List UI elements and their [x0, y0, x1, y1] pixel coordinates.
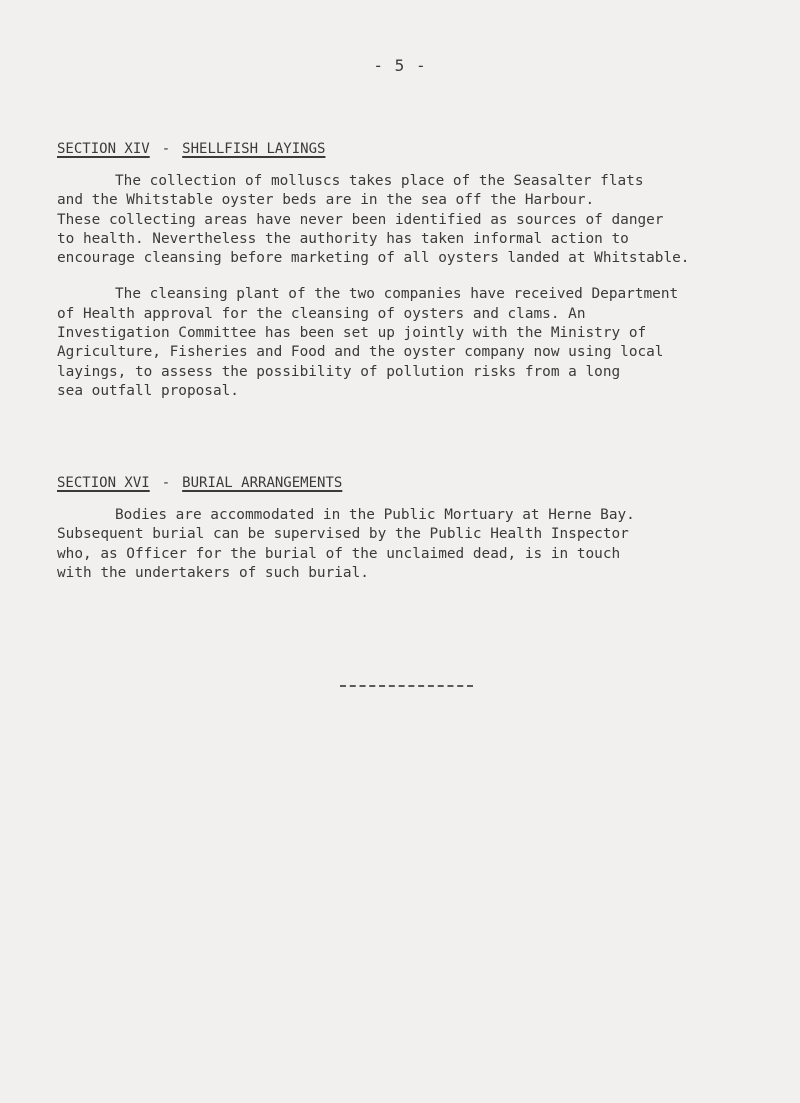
end-of-text-rule — [340, 685, 473, 687]
section-shellfish-layings — [57, 140, 772, 418]
paragraph — [57, 172, 772, 268]
text-line: with the undertakers of such burial. — [57, 564, 369, 581]
section-title: BURIAL ARRANGEMENTS — [182, 475, 343, 491]
text-line: Investigation Committee has been set up jointly with the Ministry of — [57, 325, 647, 342]
text-line: who, as Officer for the burial of the unclaimed dead, is in touch — [57, 545, 621, 562]
text-line: layings, to assess the possibility of pollution risks from a long — [57, 363, 621, 380]
text-line: Agriculture, Fisheries and Food and the oyster company now using local — [57, 344, 664, 361]
section-number: SECTION XIV — [57, 141, 150, 157]
text-line: sea outfall proposal. — [57, 382, 239, 399]
text-line: The collection of molluscs takes place of the Seasalter flats — [115, 173, 644, 189]
text-line: Bodies are accommodated in the Public Mortuary at Herne Bay. — [115, 507, 635, 523]
text-line: encourage cleansing before marketing of all oysters landed at Whitstable. — [57, 250, 690, 267]
heading-dash: - — [161, 141, 171, 157]
section-burial-arrangements — [57, 474, 772, 600]
paragraph — [57, 506, 772, 583]
paragraph — [57, 285, 772, 401]
page-number: - 5 - — [373, 56, 427, 75]
heading-dash: - — [161, 475, 171, 491]
text-line: The cleansing plant of the two companies have received Department — [115, 286, 679, 303]
text-line: and the Whitstable oyster beds are in the sea off the Harbour. — [57, 192, 595, 209]
section-number: SECTION XVI — [57, 475, 150, 491]
text-line: Subsequent burial can be supervised by the Public Health Inspector — [57, 526, 629, 543]
section-heading — [57, 474, 772, 492]
text-line: to health. Nevertheless the authority has taken informal action to — [57, 230, 629, 247]
text-line: These collecting areas have never been identified as sources of danger — [57, 211, 664, 228]
section-heading — [57, 140, 772, 158]
section-title: SHELLFISH LAYINGS — [182, 141, 326, 157]
text-line: of Health approval for the cleansing of oysters and clams. An — [57, 305, 586, 322]
